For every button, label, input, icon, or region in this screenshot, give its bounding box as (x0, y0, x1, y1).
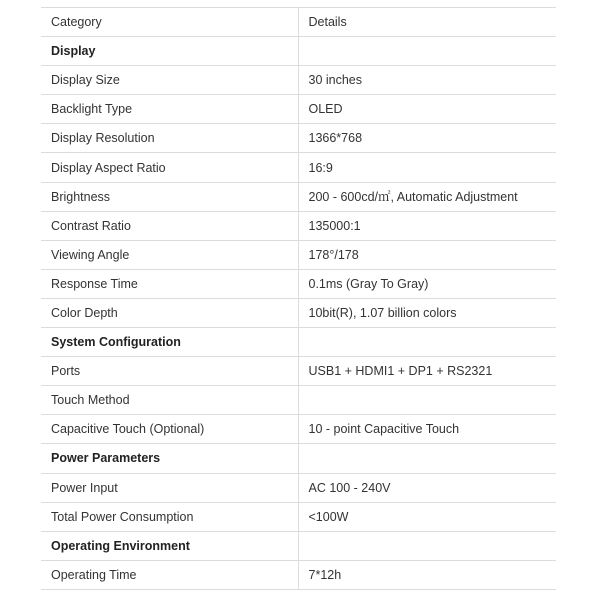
spec-value: 1366*768 (298, 124, 556, 153)
spec-value: 30 inches (298, 66, 556, 95)
spec-label: Display Resolution (41, 124, 298, 153)
spec-value: 10 - point Capacitive Touch (298, 415, 556, 444)
section-title: Display (41, 37, 298, 66)
table-row (41, 95, 556, 124)
spec-label: Display Aspect Ratio (41, 153, 298, 182)
spec-value: 16:9 (298, 153, 556, 182)
table-row (41, 386, 556, 415)
spec-label: Ports (41, 357, 298, 386)
table-row (41, 502, 556, 531)
spec-value: 0.1ms (Gray To Gray) (298, 269, 556, 298)
spec-table (41, 7, 556, 590)
spec-value: 10bit(R), 1.07 billion colors (298, 298, 556, 327)
spec-value: USB1 + HDMI1 + DP1 + RS2321 (298, 357, 556, 386)
spec-label: Backlight Type (41, 95, 298, 124)
table-row (41, 560, 556, 589)
section-header-row (41, 444, 556, 473)
spec-value (298, 328, 556, 357)
header-details: Details (298, 8, 556, 37)
table-row (41, 269, 556, 298)
spec-label: Contrast Ratio (41, 211, 298, 240)
table-row (41, 153, 556, 182)
section-header-row (41, 37, 556, 66)
spec-label: Power Input (41, 473, 298, 502)
section-title: System Configuration (41, 328, 298, 357)
spec-value (298, 531, 556, 560)
spec-value (298, 386, 556, 415)
spec-value: OLED (298, 95, 556, 124)
table-row (41, 182, 556, 211)
spec-value: 178°/178 (298, 240, 556, 269)
section-title: Operating Environment (41, 531, 298, 560)
spec-label: Brightness (41, 182, 298, 211)
table-row (41, 124, 556, 153)
spec-value: 200 - 600cd/㎡, Automatic Adjustment (298, 182, 556, 211)
table-header-row (41, 8, 556, 37)
spec-value: 7*12h (298, 560, 556, 589)
table-row (41, 240, 556, 269)
section-title: Power Parameters (41, 444, 298, 473)
table-row (41, 298, 556, 327)
spec-value: 135000:1 (298, 211, 556, 240)
spec-label: Display Size (41, 66, 298, 95)
table-row (41, 415, 556, 444)
table-row (41, 473, 556, 502)
spec-label: Total Power Consumption (41, 502, 298, 531)
spec-value (298, 37, 556, 66)
table-row (41, 211, 556, 240)
spec-value (298, 444, 556, 473)
section-header-row (41, 328, 556, 357)
spec-label: Capacitive Touch (Optional) (41, 415, 298, 444)
spec-label: Operating Time (41, 560, 298, 589)
spec-value: AC 100 - 240V (298, 473, 556, 502)
spec-label: Response Time (41, 269, 298, 298)
spec-label: Touch Method (41, 386, 298, 415)
spec-label: Color Depth (41, 298, 298, 327)
table-row (41, 66, 556, 95)
table-row (41, 357, 556, 386)
spec-table-body (41, 8, 556, 590)
spec-table-container (41, 7, 556, 590)
section-header-row (41, 531, 556, 560)
spec-label: Viewing Angle (41, 240, 298, 269)
spec-value: <100W (298, 502, 556, 531)
header-category: Category (41, 8, 298, 37)
